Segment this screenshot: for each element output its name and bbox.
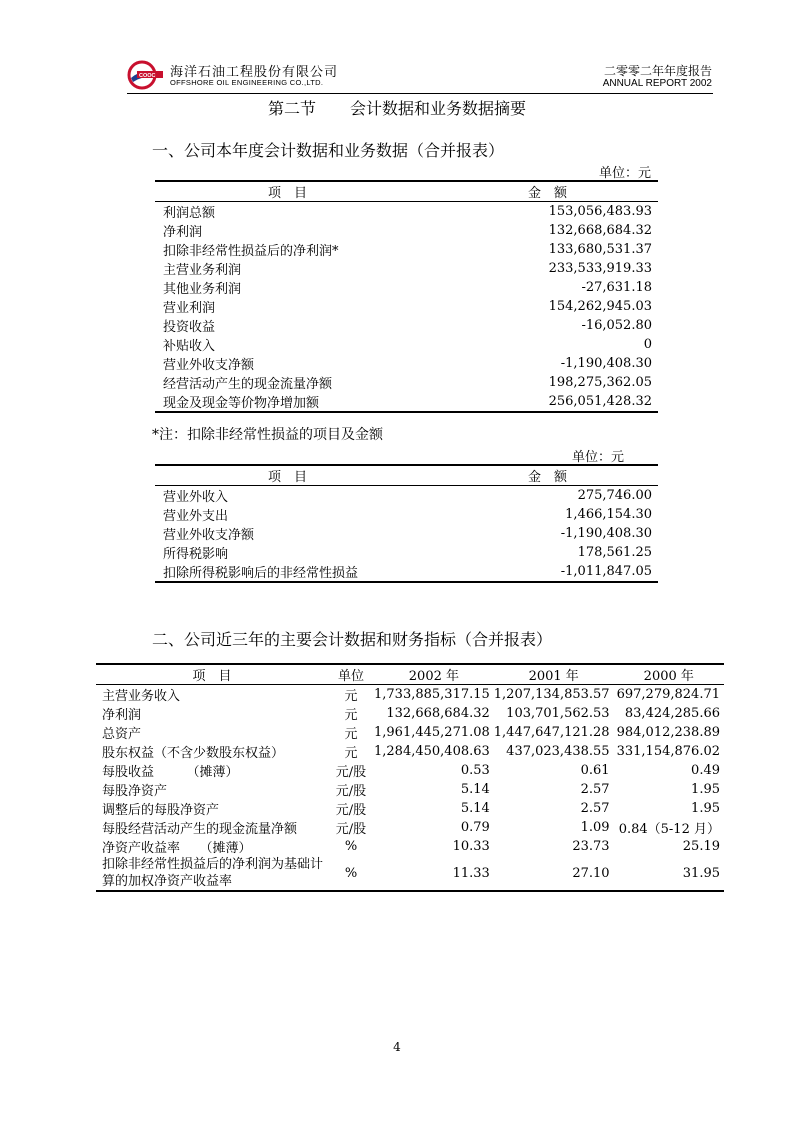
- row-label: 每股收益 （摊薄）: [102, 765, 239, 780]
- row-label: 营业外收支净额: [163, 528, 255, 543]
- row-label: 主营业务收入: [102, 689, 181, 704]
- table-row: [155, 202, 658, 222]
- row-value-2000: 25.19: [682, 839, 720, 854]
- row-value: -1,190,408.30: [560, 526, 652, 541]
- table-row: [96, 780, 724, 799]
- row-label: 扣除所得税影响后的非经常性损益: [155, 562, 420, 582]
- row-value: 275,746.00: [577, 488, 652, 503]
- row-value-2000: 331,154,876.02: [616, 744, 720, 759]
- logo-text: COOC: [139, 73, 156, 79]
- row-value-2002: 0.79: [460, 820, 490, 835]
- note-unit: 单位：元: [572, 450, 625, 465]
- table-row: [96, 856, 724, 891]
- row-value: 178,561.25: [577, 545, 652, 560]
- table-row: [155, 486, 658, 506]
- col-unit-header: 单位: [328, 664, 374, 685]
- table-row: [155, 240, 658, 259]
- row-value: -16,052.80: [581, 318, 652, 333]
- col-amount-header: 金 额: [420, 181, 658, 202]
- table-row: [96, 685, 724, 705]
- table-header-row: [155, 181, 658, 202]
- row-value-2000: 31.95: [614, 856, 724, 891]
- row-label: 扣除非经常性损益后的净利润为基础计算的加权净资产收益率: [96, 856, 328, 891]
- table-row: [96, 742, 724, 761]
- row-value: 1,466,154.30: [565, 507, 652, 522]
- row-value-2002: 10.33: [452, 839, 490, 854]
- row-label: 营业利润: [163, 301, 216, 316]
- table-row: [96, 704, 724, 723]
- row-value-2002: 5.14: [460, 801, 490, 816]
- row-label: 每股经营活动产生的现金流量净额: [102, 822, 298, 837]
- col-2000-header: 2000 年: [614, 664, 724, 685]
- row-label: 扣除非经常性损益后的净利润*: [163, 244, 339, 259]
- part1-table-body: [155, 202, 658, 413]
- row-value-2001: 0.61: [580, 763, 610, 778]
- table-row: [155, 316, 658, 335]
- row-unit: 元/股: [335, 765, 367, 780]
- note-table-body: [155, 486, 658, 583]
- part1-heading: 一、公司本年度会计数据和业务数据（合并报表）: [152, 141, 505, 160]
- table-row: [96, 799, 724, 818]
- row-value-2001: 27.10: [494, 856, 614, 891]
- row-value-2001: 437,023,438.55: [506, 744, 610, 759]
- row-unit: 元: [344, 746, 358, 761]
- row-value-2002: 11.33: [374, 856, 494, 891]
- section-number: 第二节: [267, 99, 316, 118]
- row-label: 经营活动产生的现金流量净额: [163, 377, 333, 392]
- row-unit: 元/股: [335, 822, 367, 837]
- table-row: [155, 335, 658, 354]
- row-label: 投资收益: [163, 320, 216, 335]
- header-rule: [127, 93, 713, 94]
- row-label: 其他业务利润: [163, 282, 242, 297]
- col-item-header: 项 目: [155, 181, 420, 202]
- col-item-header: 项 目: [96, 664, 328, 685]
- row-unit: %: [328, 856, 374, 891]
- report-title-en: ANNUAL REPORT 2002: [602, 78, 712, 89]
- row-value-2002: 1,961,445,271.08: [374, 725, 490, 740]
- part2-table: [96, 663, 724, 892]
- row-value: 153,056,483.93: [548, 204, 652, 219]
- company-name-en: OFFSHORE OIL ENGINEERING CO.,LTD.: [170, 78, 324, 87]
- col-amount-header: 金 额: [420, 465, 658, 486]
- row-value-2000: 0.84（5-12 月）: [618, 822, 720, 837]
- row-value-2001: 1,207,134,853.57: [493, 687, 610, 702]
- row-value-2002: 5.14: [460, 782, 490, 797]
- table-row: [155, 392, 658, 412]
- part1-unit: 单位：元: [599, 166, 652, 181]
- col-2001-header: 2001 年: [494, 664, 614, 685]
- table-row: [155, 373, 658, 392]
- table-header-row: [96, 664, 724, 685]
- row-value: 233,533,919.33: [548, 261, 652, 276]
- row-label: 营业外支出: [163, 509, 229, 524]
- row-value-2000: 83,424,285.66: [624, 706, 720, 721]
- row-unit: 元: [344, 689, 358, 704]
- row-label: 股东权益（不含少数股东权益）: [102, 746, 285, 761]
- row-unit: %: [344, 839, 358, 854]
- row-value: 154,262,945.03: [548, 299, 652, 314]
- row-value-2002: 1,284,450,408.63: [374, 744, 490, 759]
- row-label: 现金及现金等价物净增加额: [155, 392, 420, 412]
- table-row: [155, 278, 658, 297]
- row-label: 营业外收支净额: [163, 358, 255, 373]
- table-row: [96, 818, 724, 837]
- row-label: 每股净资产: [102, 784, 168, 799]
- table-row: [155, 259, 658, 278]
- row-value-2001: 1,447,647,121.28: [493, 725, 610, 740]
- row-value-2000: 0.49: [691, 763, 720, 778]
- row-unit: 元: [344, 708, 358, 723]
- table-header-row: [155, 465, 658, 486]
- row-label: 净利润: [102, 708, 142, 723]
- row-value-2001: 103,701,562.53: [506, 706, 610, 721]
- company-name-cn: 海洋石油工程股份有限公司: [170, 65, 339, 80]
- row-value-2000: 1.95: [691, 782, 720, 797]
- row-label: 营业外收入: [163, 490, 229, 505]
- section-name: 会计数据和业务数据摘要: [350, 99, 527, 118]
- row-value: 0: [643, 337, 652, 352]
- table-row: [155, 543, 658, 562]
- row-value-2001: 2.57: [580, 782, 610, 797]
- row-value-2001: 2.57: [580, 801, 610, 816]
- row-value-2002: 1,733,885,317.15: [374, 687, 490, 702]
- table-row: [155, 221, 658, 240]
- row-value: 198,275,362.05: [548, 375, 652, 390]
- table-row: [155, 297, 658, 316]
- row-label: 净资产收益率 （摊薄）: [102, 841, 252, 856]
- col-2002-header: 2002 年: [374, 664, 494, 685]
- row-label: 总资产: [102, 727, 142, 742]
- row-value-2000: 697,279,824.71: [616, 687, 720, 702]
- part1-table: [155, 180, 658, 413]
- row-unit: 元/股: [335, 803, 367, 818]
- cnooc-logo-icon: [127, 60, 165, 90]
- row-value: -27,631.18: [581, 280, 652, 295]
- part2-heading: 二、公司近三年的主要会计数据和财务指标（合并报表）: [152, 630, 553, 649]
- row-value: 132,668,684.32: [548, 223, 652, 238]
- row-value-2001: 1.09: [580, 820, 610, 835]
- row-label: 调整后的每股净资产: [102, 803, 220, 818]
- row-unit: 元: [344, 727, 358, 742]
- row-label: 所得税影响: [163, 547, 229, 562]
- table-row: [155, 562, 658, 582]
- note-table: [155, 464, 658, 583]
- report-title-cn: 二零零二年年度报告: [603, 64, 712, 78]
- table-row: [155, 505, 658, 524]
- row-label: 净利润: [163, 225, 203, 240]
- table-row: [96, 837, 724, 856]
- table-row: [96, 723, 724, 742]
- section-title: [0, 96, 794, 119]
- row-value: -1,190,408.30: [560, 356, 652, 371]
- table-row: [96, 761, 724, 780]
- page-number: 4: [393, 1040, 401, 1054]
- row-value: 133,680,531.37: [548, 242, 652, 257]
- part2-table-body: [96, 685, 724, 892]
- row-label: 主营业务利润: [163, 263, 242, 278]
- note-heading: *注：扣除非经常性损益的项目及金额: [152, 427, 383, 443]
- row-value: 256,051,428.32: [420, 392, 658, 412]
- row-value-2000: 984,012,238.89: [616, 725, 720, 740]
- row-value-2002: 132,668,684.32: [386, 706, 490, 721]
- row-value-2002: 0.53: [460, 763, 490, 778]
- row-label: 补贴收入: [163, 339, 216, 354]
- col-item-header: 项 目: [155, 465, 420, 486]
- row-value-2000: 1.95: [691, 801, 720, 816]
- table-row: [155, 524, 658, 543]
- table-row: [155, 354, 658, 373]
- row-value-2001: 23.73: [572, 839, 610, 854]
- row-unit: 元/股: [335, 784, 367, 799]
- row-value: -1,011,847.05: [420, 562, 658, 582]
- row-label: 利润总额: [163, 206, 216, 221]
